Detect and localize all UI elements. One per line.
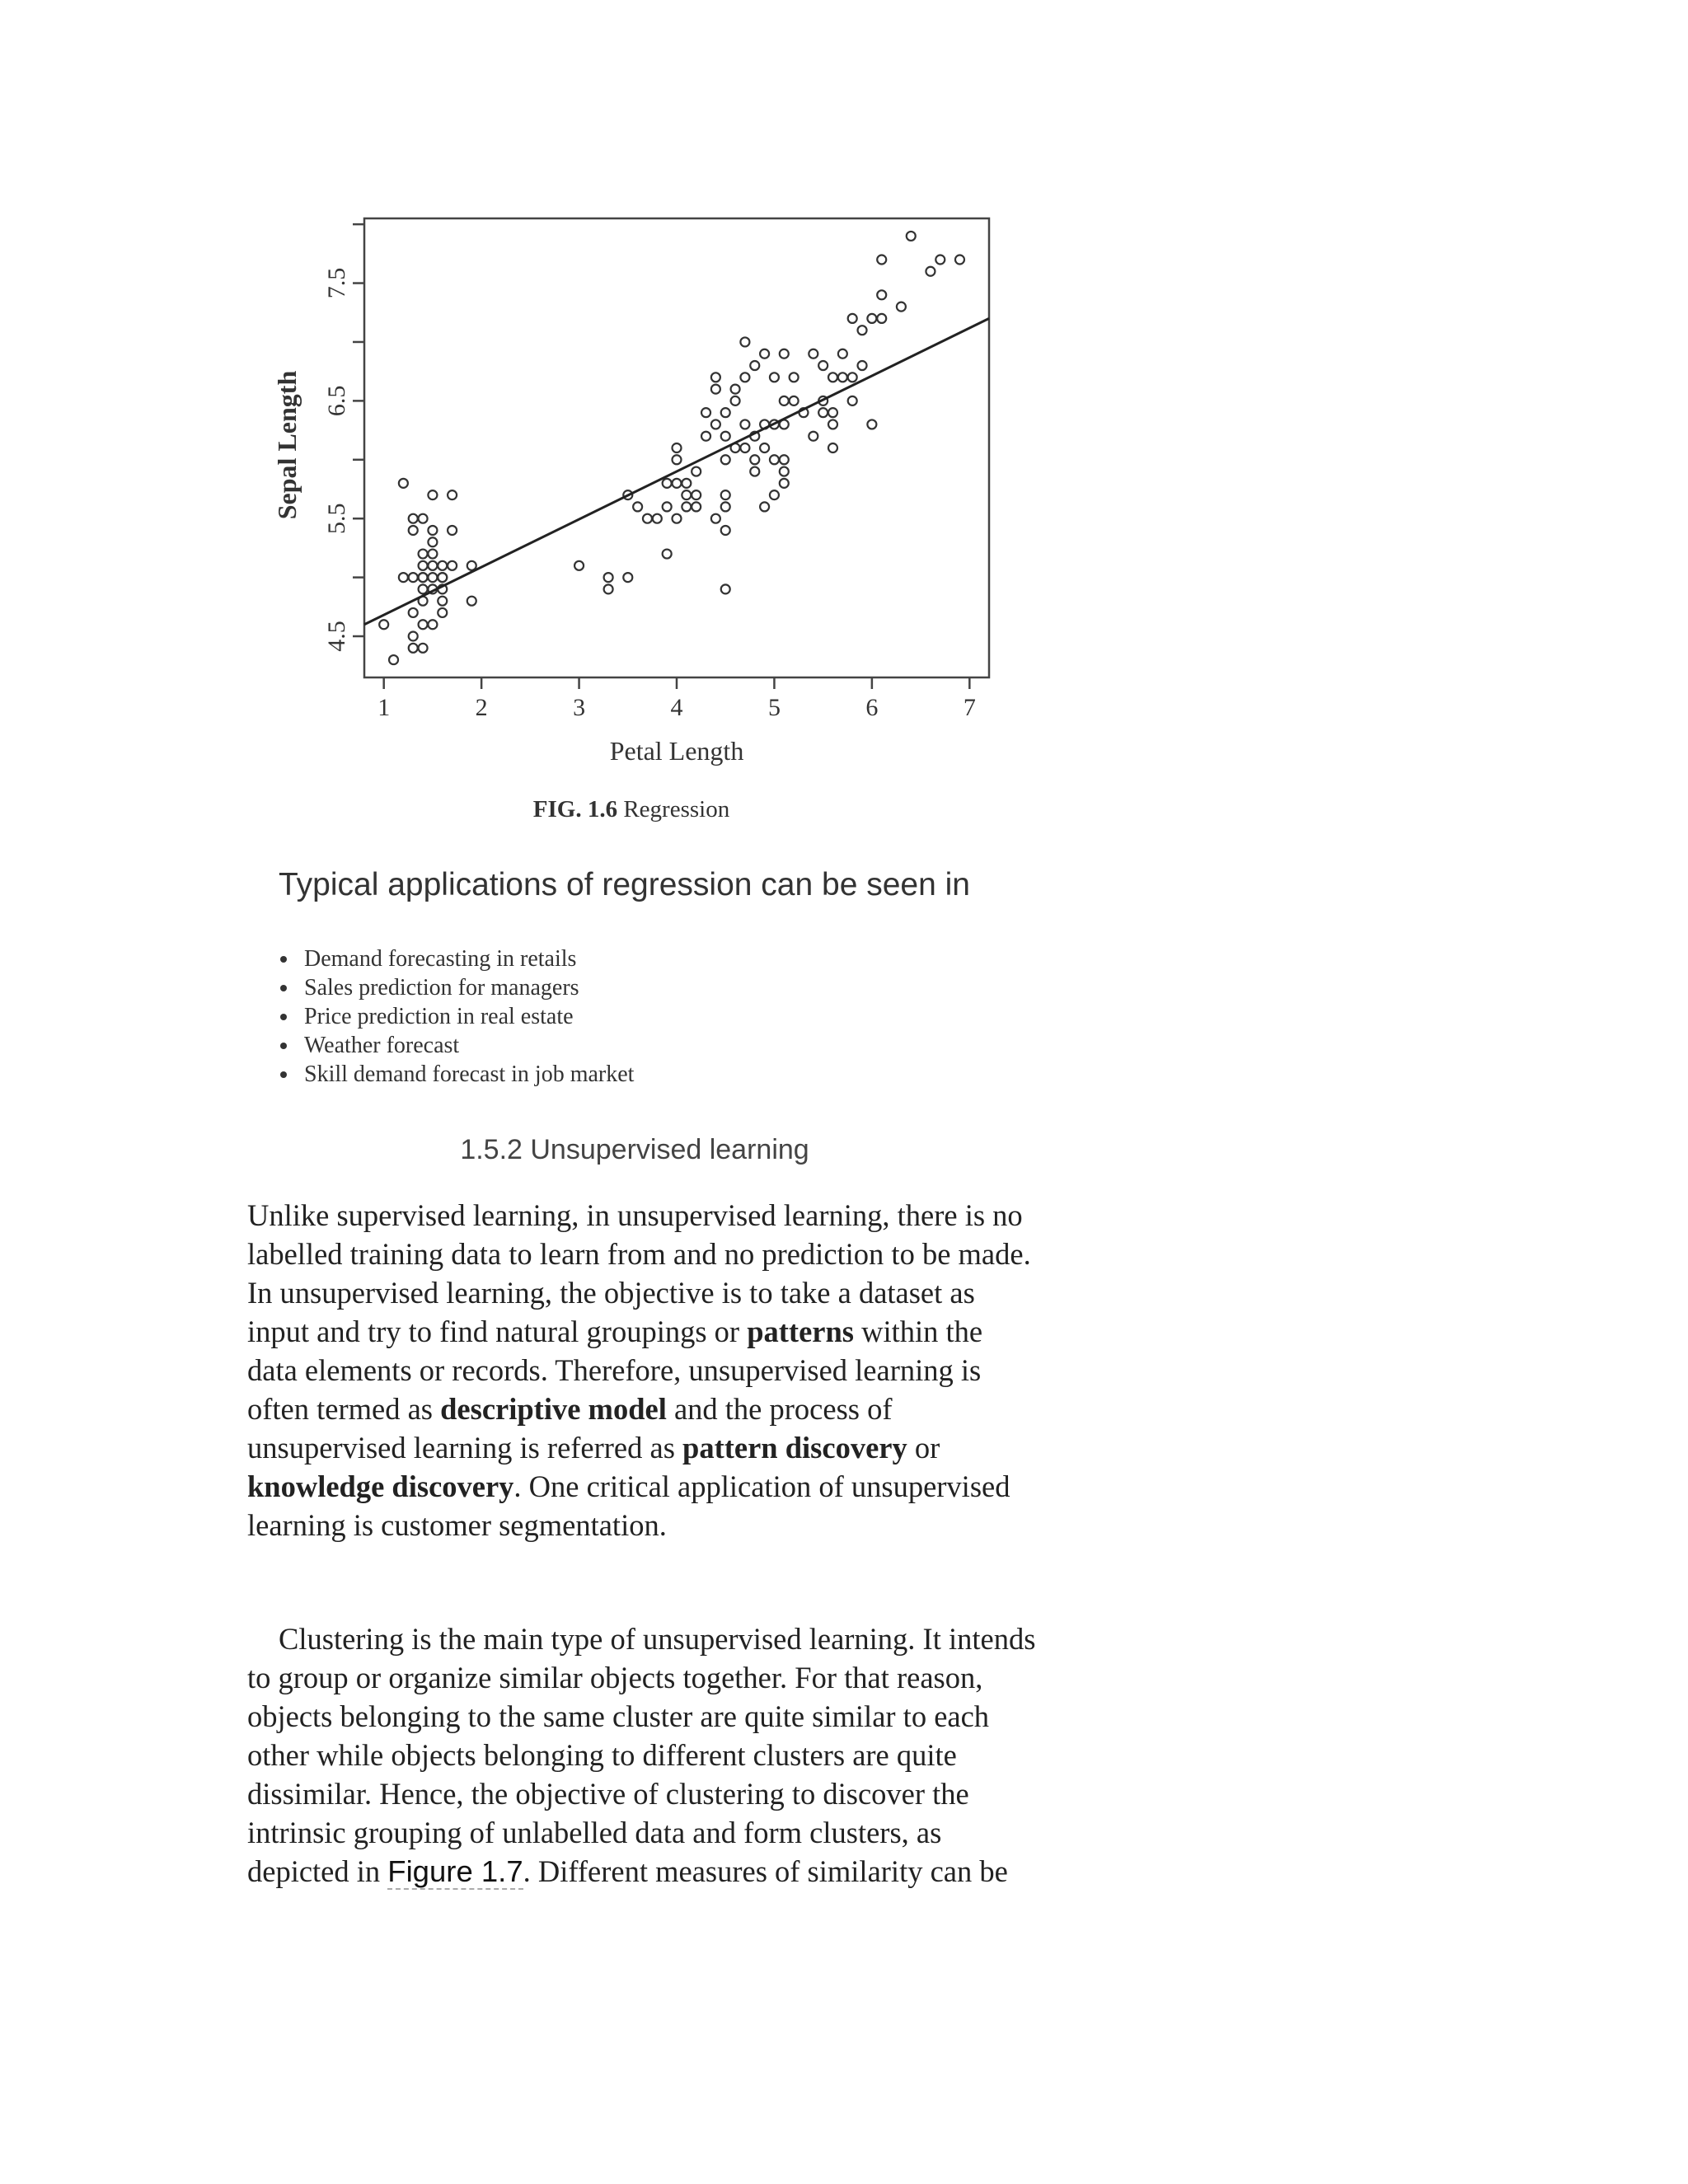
data-point [428, 526, 437, 535]
data-point [838, 349, 847, 359]
data-point [692, 467, 701, 476]
data-point [809, 432, 818, 441]
data-point [731, 385, 740, 394]
data-point [711, 385, 720, 394]
data-point [760, 502, 769, 511]
data-point [926, 267, 935, 276]
data-point [770, 455, 779, 464]
data-point [828, 373, 837, 382]
data-point [848, 373, 857, 382]
data-point [428, 561, 437, 570]
data-point [721, 432, 730, 441]
data-point [750, 467, 759, 476]
data-point [409, 514, 418, 523]
data-point [419, 584, 428, 593]
x-tick-label: 5 [767, 694, 781, 721]
data-point [858, 326, 867, 335]
applications-list [278, 944, 634, 1089]
data-point [428, 620, 437, 629]
list-item: • Skill demand forecast in job market [299, 1060, 634, 1089]
data-point [828, 408, 837, 417]
data-point [399, 479, 408, 488]
figure-caption-text: Regression [623, 796, 730, 823]
data-point [877, 314, 886, 323]
data-point [663, 479, 672, 488]
data-point [604, 573, 613, 582]
list-item: • Price prediction in real estate [299, 1002, 634, 1031]
data-point [740, 443, 749, 452]
data-point [770, 490, 779, 499]
data-point [721, 526, 730, 535]
data-point [419, 514, 428, 523]
data-point [721, 455, 730, 464]
data-point [633, 502, 642, 511]
data-point [780, 349, 789, 359]
data-point [379, 620, 388, 629]
term-patterns: patterns [747, 1315, 854, 1348]
data-point [448, 561, 457, 570]
x-tick-label: 4 [670, 694, 683, 721]
regression-scatter-chart [256, 206, 1039, 783]
regression-line [364, 318, 989, 624]
data-point [399, 573, 408, 582]
data-point [760, 443, 769, 452]
figure-caption [0, 796, 1263, 823]
data-point [673, 479, 682, 488]
data-point [721, 502, 730, 511]
list-item: • Weather forecast [299, 1031, 634, 1060]
x-tick-label: 3 [573, 694, 586, 721]
data-point [419, 644, 428, 653]
data-point [877, 290, 886, 299]
data-point [731, 396, 740, 405]
data-point [438, 561, 447, 570]
data-point [790, 373, 799, 382]
y-axis-label: Sepal Length [272, 370, 302, 520]
data-point [448, 490, 457, 499]
data-point [828, 419, 837, 429]
figure-caption-label: FIG. 1.6 [532, 796, 618, 823]
data-point [692, 502, 701, 511]
section-heading: 1.5.2 Unsupervised learning [460, 1134, 809, 1165]
data-point [935, 255, 945, 264]
data-point [848, 396, 857, 405]
data-point [673, 514, 682, 523]
data-point [389, 655, 398, 664]
data-point [858, 361, 867, 370]
data-point [673, 443, 682, 452]
data-point [701, 432, 710, 441]
data-point [848, 314, 857, 323]
x-tick-label: 6 [865, 694, 879, 721]
data-point [428, 550, 437, 559]
data-point [574, 561, 584, 570]
data-point [867, 419, 876, 429]
data-point [438, 573, 447, 582]
data-point [701, 408, 710, 417]
data-point [682, 502, 691, 511]
paragraph-unsupervised-intro: Unlike supervised learning, in unsupervised learning, there is no labelled training data to learn from and no prediction to be made. In unsupervised learning, the objective is to take a dataset as input and try to find natural groupings or patterns within the data elements or records. Therefore, unsupervised learning is often termed as descriptive model and the process of unsupervised learning is referred as pattern discovery or knowledge discovery. One critical application of unsupervised learning is customer segmentation. [247, 1198, 1031, 1542]
paragraph-clustering: Clustering is the main type of unsupervised learning. It intends to group or organize similar objects together. For that reason, objects belonging to the same cluster are quite similar to each other while objects belonging to different clusters are quite dissimilar. Hence, the objective of clustering to discover the intrinsic grouping of unlabelled data and form clusters, as depicted in Figure 1.7. Different measures of similarity can be [247, 1622, 1036, 1888]
data-point [438, 597, 447, 606]
y-tick-label: 7.5 [323, 267, 350, 299]
x-tick-label: 1 [377, 694, 391, 721]
data-point [721, 584, 730, 593]
data-point [428, 537, 437, 546]
data-point [438, 608, 447, 617]
x-tick-label: 7 [963, 694, 976, 721]
data-point [721, 490, 730, 499]
data-point [409, 632, 418, 641]
data-point [740, 337, 749, 346]
data-point [428, 573, 437, 582]
data-point [711, 419, 720, 429]
figure-1-7-link[interactable]: Figure 1.7 [387, 1854, 523, 1888]
data-point [623, 573, 632, 582]
list-item: • Demand forecasting in retails [299, 944, 634, 973]
data-point [721, 408, 730, 417]
data-point [780, 467, 789, 476]
y-tick-label: 6.5 [323, 385, 350, 417]
data-point [790, 396, 799, 405]
data-point [692, 490, 701, 499]
data-point [877, 255, 886, 264]
data-point [770, 373, 779, 382]
data-point [780, 479, 789, 488]
data-point [663, 550, 672, 559]
data-point [750, 455, 759, 464]
data-point [818, 361, 828, 370]
data-point [467, 561, 476, 570]
data-point [428, 490, 437, 499]
y-tick-label: 4.5 [323, 621, 350, 652]
data-point [409, 644, 418, 653]
term-knowledge-discovery: knowledge discovery [247, 1469, 514, 1503]
applications-intro: Typical applications of regression can be seen in [279, 867, 970, 902]
data-point [409, 608, 418, 617]
data-point [867, 314, 876, 323]
x-tick-label: 2 [475, 694, 488, 721]
data-point [740, 419, 749, 429]
data-point [419, 561, 428, 570]
data-point [828, 443, 837, 452]
data-point [818, 408, 828, 417]
data-point [711, 373, 720, 382]
data-point [897, 302, 906, 312]
data-point [409, 526, 418, 535]
data-point [809, 349, 818, 359]
data-point [740, 373, 749, 382]
data-point [467, 597, 476, 606]
data-point [419, 550, 428, 559]
data-point [682, 490, 691, 499]
data-point [838, 373, 847, 382]
data-point [663, 502, 672, 511]
data-point [711, 514, 720, 523]
data-point [750, 361, 759, 370]
data-point [780, 396, 789, 405]
data-point [682, 479, 691, 488]
term-pattern-discovery: pattern discovery [682, 1431, 907, 1465]
data-point [653, 514, 662, 523]
data-point [409, 573, 418, 582]
list-item: • Sales prediction for managers [299, 973, 634, 1002]
data-point [907, 232, 916, 241]
x-axis-label: Petal Length [609, 736, 744, 766]
data-point [448, 526, 457, 535]
data-point [673, 455, 682, 464]
data-point [643, 514, 652, 523]
data-point [419, 573, 428, 582]
data-point [760, 349, 769, 359]
data-point [419, 620, 428, 629]
data-point [955, 255, 964, 264]
y-tick-label: 5.5 [323, 503, 350, 534]
data-point [780, 455, 789, 464]
data-point [604, 584, 613, 593]
plot-frame [364, 218, 989, 677]
term-descriptive-model: descriptive model [440, 1392, 667, 1426]
